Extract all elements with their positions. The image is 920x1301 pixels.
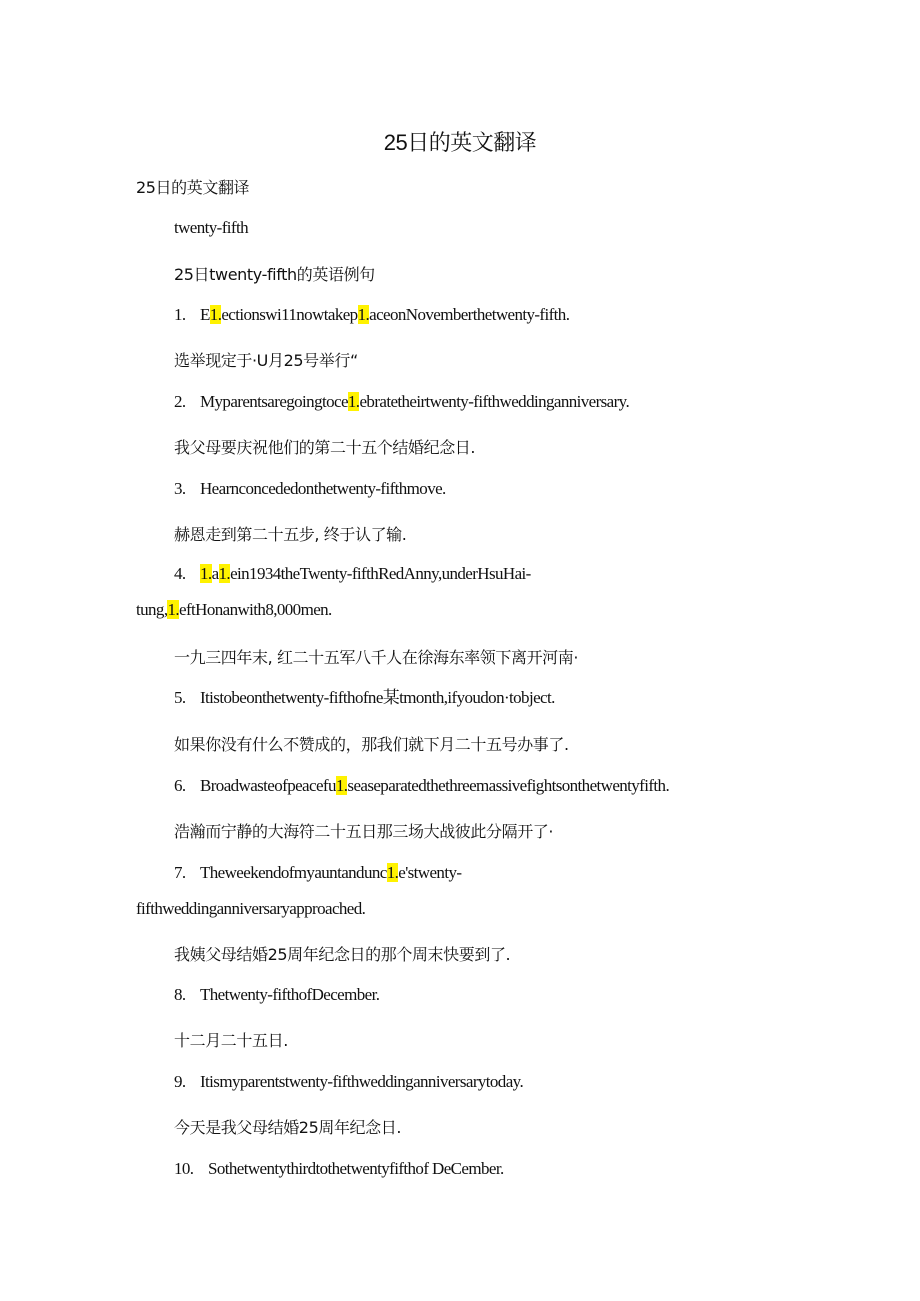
highlight-run: 1.	[357, 305, 370, 324]
example-en-4	[174, 563, 531, 585]
text-run: ebratetheirtwenty-fifthweddinganniversary.	[359, 392, 630, 411]
example-number: 4.	[174, 564, 186, 583]
example-zh-9: 今天是我父母结婚25周年纪念日.	[174, 1118, 402, 1137]
text-run: Myparentsaregoingtoce	[200, 392, 348, 411]
example-en-1	[174, 304, 569, 326]
text-run: Sothetwentythirdtothetwentyfifthof DeCember.	[208, 1159, 504, 1178]
example-en-4-continued	[136, 599, 332, 621]
examples-heading: 25日twenty-fifth的英语例句	[174, 265, 375, 284]
example-zh-8: 十二月二十五日.	[174, 1031, 288, 1050]
example-zh-2: 我父母要庆祝他们的第二十五个结婚纪念日.	[174, 438, 476, 457]
text-run: e'stwenty-	[398, 863, 462, 882]
highlight-run: 1.	[218, 564, 231, 583]
example-number: 2.	[174, 392, 186, 411]
example-en-9	[174, 1071, 523, 1093]
example-en-7-continued	[136, 898, 365, 920]
text-run: eftHonanwith8,000men.	[179, 600, 332, 619]
highlight-run: 1.	[209, 305, 222, 324]
example-en-2	[174, 391, 629, 413]
text-run: seaseparatedthethreemassivefightsonthetwentyfifth.	[347, 776, 670, 795]
subtitle: 25日的英文翻译	[136, 178, 250, 197]
example-en-7	[174, 862, 461, 884]
text-run: Itismyparentstwenty-fifthweddinganniversarytoday.	[200, 1072, 524, 1091]
example-en-6	[174, 775, 669, 797]
example-number: 1.	[174, 305, 186, 324]
example-zh-5: 如果你没有什么不赞成的，那我们就下月二十五号办事了.	[174, 735, 569, 754]
text-run: Thetwenty-fifthofDecember.	[200, 985, 380, 1004]
example-number: 3.	[174, 479, 186, 498]
example-number: 5.	[174, 688, 186, 707]
highlight-run: 1.	[200, 564, 212, 583]
highlight-run: 1.	[386, 863, 399, 882]
text-run: tung,	[136, 600, 168, 619]
example-number: 9.	[174, 1072, 186, 1091]
highlight-run: 1.	[167, 600, 180, 619]
example-zh-1: 选举现定于·U月25号举行“	[174, 351, 358, 370]
text-run: aceonNovemberthetwenty-fifth.	[369, 305, 570, 324]
example-zh-7: 我姨父母结婚25周年纪念日的那个周末快要到了.	[174, 945, 511, 964]
example-number: 6.	[174, 776, 186, 795]
example-number: 10.	[174, 1159, 194, 1178]
example-en-8	[174, 984, 379, 1006]
text-run: a	[211, 564, 219, 583]
example-en-3	[174, 478, 446, 500]
text-run: Itistobeonthetwenty-fifthofne某tmonth,ifyoudon·tobject.	[200, 688, 555, 707]
text-run: E	[200, 305, 210, 324]
example-zh-3: 赫恩走到第二十五步, 终于认了输.	[174, 525, 407, 544]
example-number: 8.	[174, 985, 186, 1004]
word-translation: twenty-fifth	[174, 218, 248, 237]
text-run: fifthweddinganniversaryapproached.	[136, 899, 366, 918]
text-run: ectionswi11nowtakep	[221, 305, 358, 324]
document-title: 25日的英文翻译	[383, 130, 537, 155]
highlight-run: 1.	[347, 392, 360, 411]
example-zh-6: 浩瀚而宁静的大海符二十五日那三场大战彼此分隔开了·	[174, 822, 554, 841]
highlight-run: 1.	[335, 776, 348, 795]
text-run: Broadwasteofpeacefu	[200, 776, 336, 795]
example-zh-4: 一九三四年末, 红二十五军八千人在徐海东率领下离开河南·	[174, 648, 579, 667]
example-number: 7.	[174, 863, 186, 882]
example-en-5	[174, 687, 555, 709]
text-run: Hearnconcededonthetwenty-fifthmove.	[200, 479, 446, 498]
example-en-10	[174, 1158, 504, 1180]
text-run: ein1934theTwenty-fifthRedAnny,underHsuHai-	[230, 564, 531, 583]
text-run: Theweekendofmyauntandunc	[200, 863, 387, 882]
